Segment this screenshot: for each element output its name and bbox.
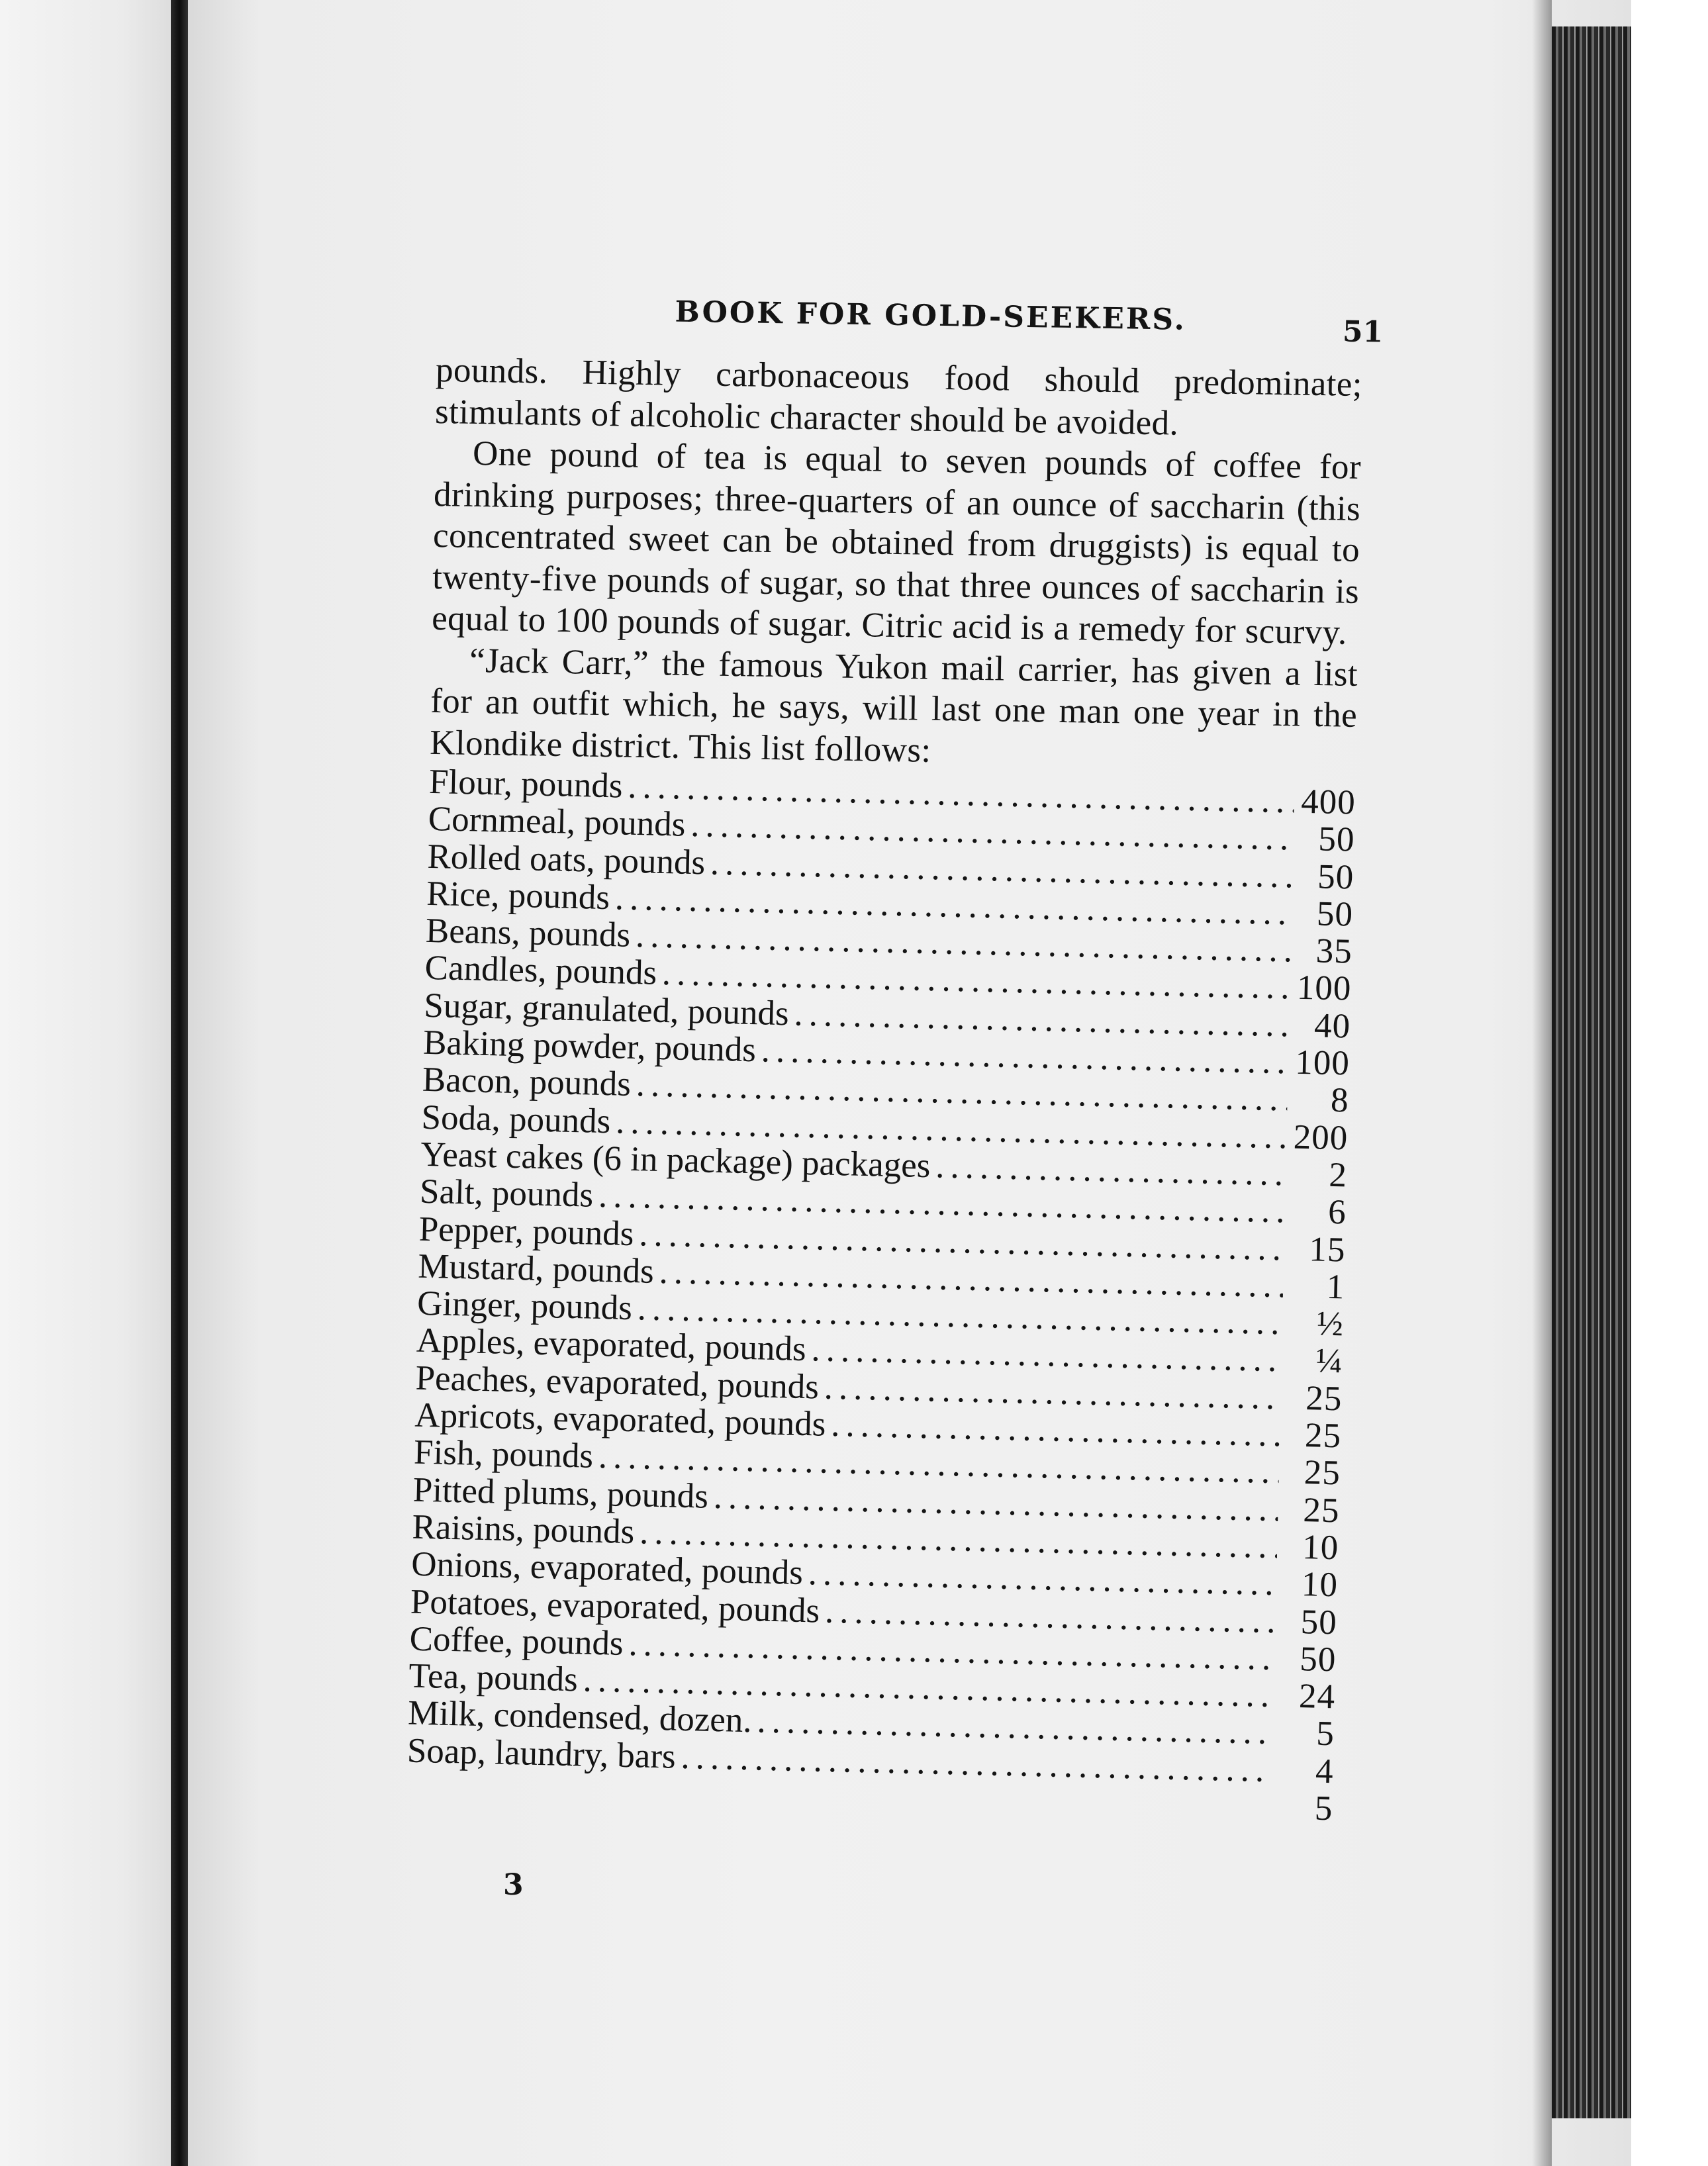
supply-item-name: Milk, condensed, dozen. [407, 1693, 753, 1740]
supply-item-quantity: 50 [1316, 894, 1354, 934]
supply-item-name: Fish, pounds [413, 1433, 594, 1476]
page-text-block [406, 291, 1384, 1828]
supply-item-quantity: 25 [1305, 1378, 1343, 1419]
supply-item-quantity: 1 [1326, 1267, 1345, 1307]
supply-item-quantity: 100 [1294, 1043, 1351, 1083]
supply-item-quantity: 10 [1302, 1528, 1339, 1568]
supply-item-name: Tea, pounds [408, 1656, 579, 1699]
page-stack-edge [1552, 26, 1631, 2118]
page-edge-shadow [1532, 0, 1552, 2166]
supply-item-quantity: 10 [1301, 1565, 1339, 1605]
supply-item-name: Coffee, pounds [409, 1619, 624, 1663]
supply-item-name: Bacon, pounds [422, 1060, 632, 1104]
supply-item-name: Salt, pounds [419, 1172, 594, 1215]
supply-item-quantity: 35 [1315, 931, 1353, 971]
supply-item-quantity: 40 [1313, 1006, 1351, 1046]
supply-item-name: Apples, evaporated, pounds [416, 1321, 807, 1369]
supply-item-quantity: 100 [1296, 968, 1352, 1009]
supply-item-name: Peaches, evaporated, pounds [415, 1358, 820, 1407]
supply-item-quantity: 50 [1317, 857, 1354, 897]
page-number: 51 [1342, 314, 1384, 350]
paragraph-continuation: pounds. Highly carbonaceous food should predominate; stimulants of alcoholic character should be avoided. [434, 350, 1363, 443]
supply-item-name: Candles, pounds [424, 949, 657, 993]
supply-item-name: Baking powder, pounds [422, 1023, 757, 1070]
supply-item-quantity: 15 [1308, 1229, 1347, 1270]
supply-item-name: Beans, pounds [425, 912, 631, 955]
supply-item-quantity: 50 [1299, 1639, 1337, 1679]
supply-item-name: Apricots, evaporated, pounds [414, 1395, 827, 1444]
running-title: BOOK FOR GOLD-SEEKERS. [675, 295, 1187, 337]
supply-item-quantity: 25 [1304, 1453, 1341, 1493]
supply-item-name: Mustard, pounds [417, 1247, 655, 1291]
supply-item-quantity: 4 [1315, 1752, 1335, 1791]
supply-item-quantity: 24 [1298, 1677, 1336, 1717]
supply-item-name: Rolled oats, pounds [426, 837, 706, 882]
supply-item-quantity: ½ [1316, 1304, 1345, 1344]
paragraph-jack-carr: “Jack Carr,” the famous Yukon mail carrier, has given a list for an outfit which, he says, will last one man one year in the Klondike district. This list follows: [429, 641, 1358, 770]
supply-item-name: Raisins, pounds [411, 1507, 635, 1552]
supply-item-name: Pitted plums, pounds [412, 1470, 709, 1516]
supply-item-quantity: 8 [1330, 1081, 1350, 1120]
supply-item-name: Flour, pounds [428, 762, 624, 806]
supply-item-quantity: 5 [1314, 1789, 1333, 1828]
supply-item-name: Soda, pounds [421, 1098, 611, 1141]
supply-item-quantity: ¼ [1315, 1341, 1344, 1381]
paragraph-tea-saccharin: One pound of tea is equal to seven pounds of coffee for drinking purposes; three-quarters of an ounce of saccharin (this concentrated sweet can be obtained from druggists) is equal to twenty-five pounds of sugar, so that three ounces of saccharin is equal to 100 pounds of sugar. Citric acid is a remedy for scurvy. [431, 434, 1362, 652]
signature-mark: 3 [503, 1868, 524, 1902]
supply-item-name: Onions, evaporated, pounds [410, 1544, 804, 1593]
book-gutter [171, 0, 188, 2166]
supply-item-name: Soap, laundry, bars [406, 1731, 677, 1776]
supply-item-name: Pepper, pounds [418, 1209, 635, 1253]
supply-item-quantity: 25 [1302, 1490, 1341, 1530]
supply-item-quantity: 25 [1304, 1416, 1342, 1456]
supply-item-quantity: 6 [1327, 1193, 1347, 1232]
supply-item-name: Sugar, granulated, pounds [423, 986, 790, 1033]
supply-item-quantity: 50 [1300, 1602, 1338, 1642]
facing-page-edge [0, 0, 175, 2166]
supply-item-name: Yeast cakes (6 in package) packages [420, 1135, 931, 1186]
supply-item-quantity: 5 [1315, 1715, 1335, 1754]
supply-item-quantity: 2 [1328, 1155, 1348, 1195]
supply-item-name: Rice, pounds [426, 874, 610, 918]
supply-item-quantity: 400 [1300, 782, 1356, 822]
supply-item-quantity: 200 [1293, 1117, 1349, 1158]
supply-item-quantity: 50 [1317, 820, 1356, 859]
supply-item-name: Potatoes, evaporated, pounds [410, 1582, 820, 1630]
supply-item-name: Cornmeal, pounds [428, 800, 687, 844]
supply-item-name: Ginger, pounds [416, 1284, 633, 1328]
outfit-supply-list [406, 763, 1356, 1828]
